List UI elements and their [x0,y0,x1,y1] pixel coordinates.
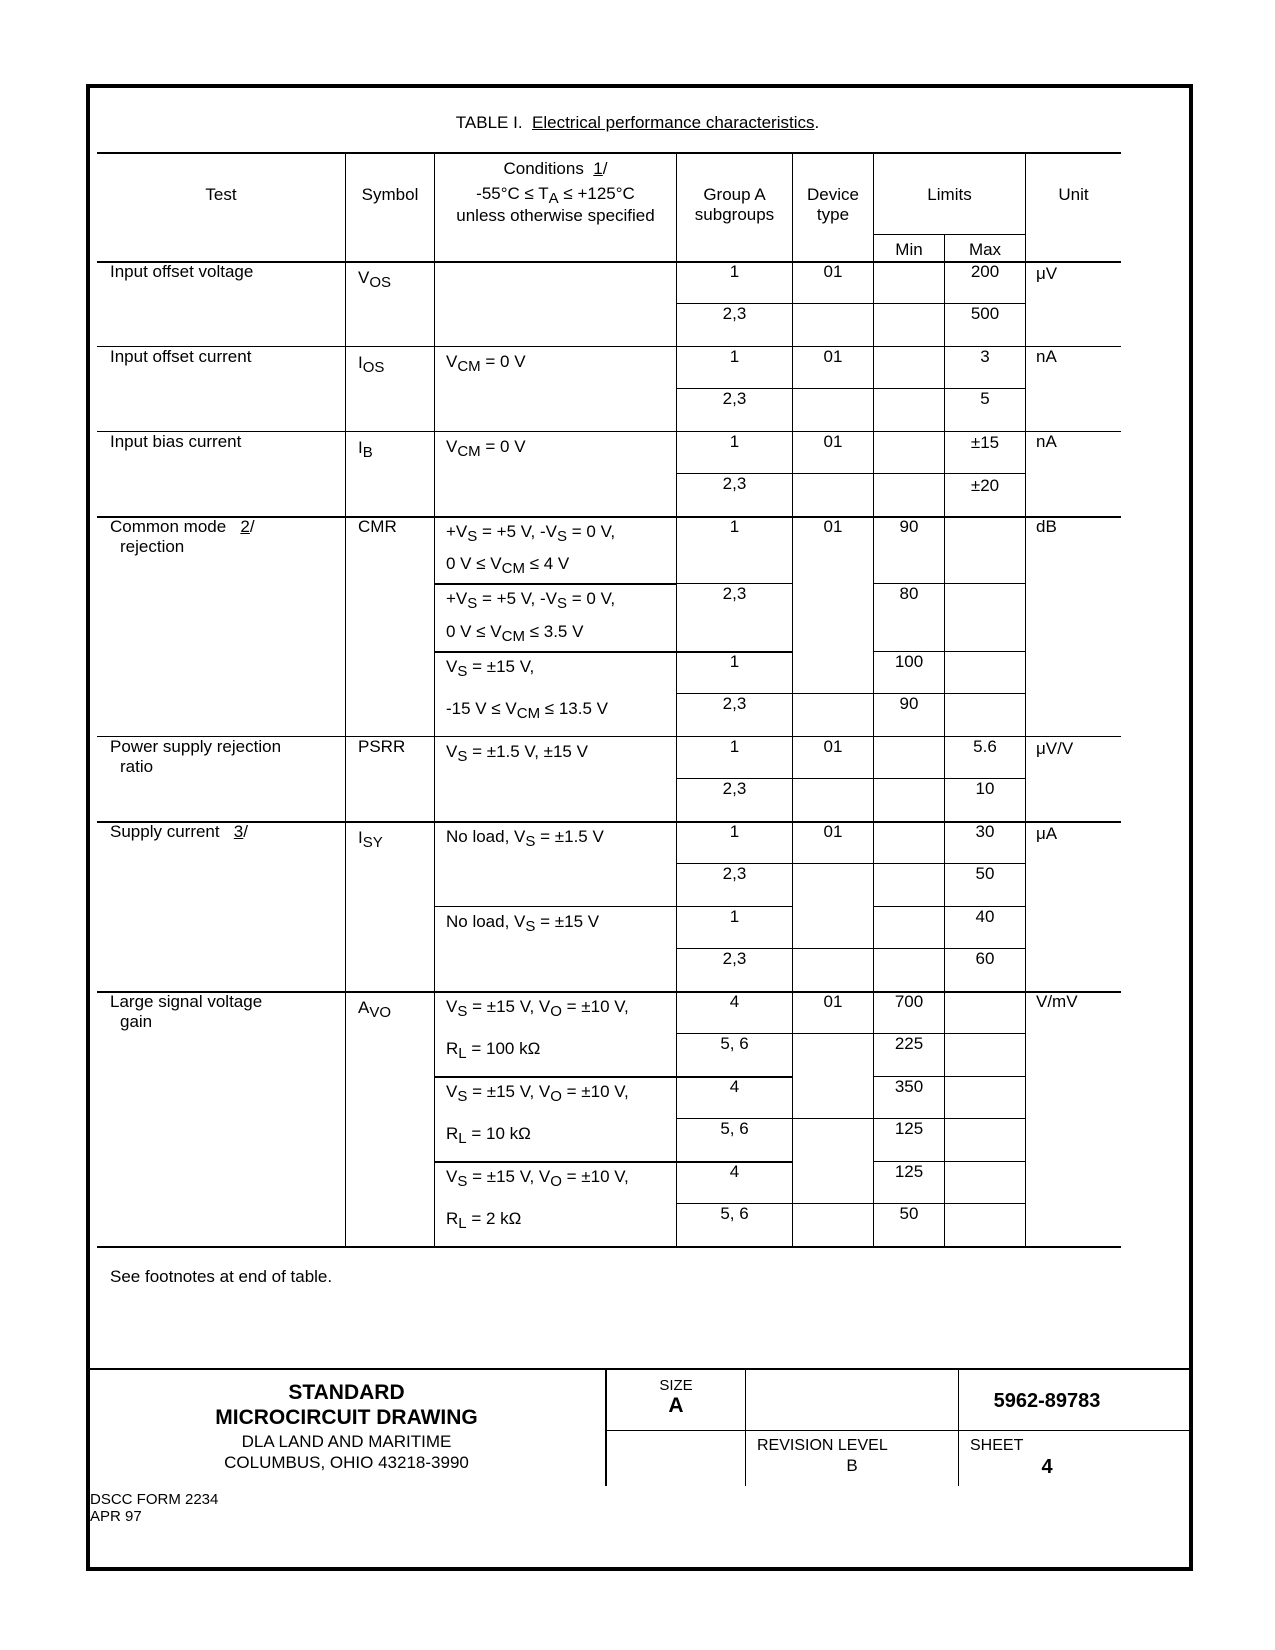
subgroup: 5, 6 [720,1034,749,1053]
max-value: ±20 [970,476,1000,495]
condition: 0 $V \le V_{CM} \le 3.5$ V [446,622,584,645]
subgroup: 1 [729,517,740,536]
header-type: type [816,205,850,224]
rule [97,152,1121,154]
condition: $V_S = \pm 15$ V, $V_O = \pm 10$ V, [446,1082,629,1105]
unit: μV/V [1036,739,1074,758]
max-value: 200 [970,262,1000,281]
condition: 0 $V \le V_{CM} \le 4$ V [446,554,570,577]
condition: -15 $V \le V_{CM} \le 13.5$ V [446,699,609,722]
test-name: Large signal voltage [110,992,263,1011]
test-name: Common mode 2/ [110,517,255,536]
symbol: $I_{SY}$ [358,828,383,851]
subgroup: 2,3 [722,779,747,798]
symbol: CMR [358,517,397,536]
device-type: 01 [823,517,843,536]
test-name: Input offset current [110,347,252,366]
subgroup: 2,3 [722,584,747,603]
size-label: SIZE [659,1377,693,1394]
max-value: 40 [975,907,995,926]
device-type: 01 [823,992,843,1011]
condition: $V_{CM} = 0$ V [446,352,526,375]
rule [97,1246,1121,1248]
test-name: Supply current 3/ [110,822,248,841]
min-value: 125 [894,1162,924,1181]
title-block-rule [86,1368,1193,1370]
header-group: Group A [703,185,766,204]
unit: μA [1036,824,1058,843]
unit: nA [1036,432,1057,451]
device-type: 01 [823,822,843,841]
subgroup: 4 [729,1162,740,1181]
unit: V/mV [1036,992,1078,1011]
subgroup: 1 [729,432,740,451]
condition: $R_L = 100$ kΩ [446,1039,541,1062]
unit: nA [1036,347,1057,366]
subgroup: 1 [729,822,740,841]
page-frame [86,84,1193,1571]
condition: $R_L = 2$ kΩ [446,1209,522,1232]
symbol: $I_{OS}$ [358,353,385,376]
rule [97,431,1121,432]
symbol: $I_B$ [358,438,373,461]
max-value: 10 [975,779,995,798]
size-value: A [668,1394,684,1417]
condition: $V_{CM} = 0$ V [446,437,526,460]
header-temp-range: $-55^\circ C \le T_A \le +125^\circ C$ [476,184,635,207]
min-value: 125 [894,1119,924,1138]
subgroup: 1 [729,737,740,756]
condition: $R_L = 10$ kΩ [446,1124,531,1147]
device-type: 01 [823,737,843,756]
unit: μV [1036,264,1058,283]
condition: $+V_S = +5$ V, $-V_S = 0$ V, [446,522,616,545]
subgroup: 1 [729,262,740,281]
subgroup: 5, 6 [720,1119,749,1138]
condition: $V_S = \pm 1.5$ V, ±15 V [446,742,588,765]
test-name: Power supply rejection [110,737,282,756]
sheet-number: 4 [1041,1456,1053,1478]
max-value: 5.6 [973,737,997,756]
subgroup: 4 [729,992,740,1011]
min-value: 225 [894,1034,924,1053]
header-min: Min [895,240,923,259]
max-value: 50 [975,864,995,883]
symbol: $A_{VO}$ [358,998,392,1021]
rule [874,234,1026,235]
symbol: $V_{OS}$ [358,268,392,291]
revision-value: B [846,1456,858,1475]
form-number: DSCC FORM 2234 [90,1491,219,1508]
subgroup: 2,3 [722,389,747,408]
drawing-title: MICROCIRCUIT DRAWING [215,1406,478,1429]
subgroup: 1 [729,347,740,366]
subgroup: 1 [729,907,740,926]
max-value: 5 [980,389,990,408]
max-value: 30 [975,822,995,841]
revision-label: REVISION LEVEL [757,1437,888,1454]
standard-title: STANDARD [288,1381,405,1404]
subgroup: 2,3 [722,949,747,968]
form-date: APR 97 [90,1508,142,1525]
header-cond-note: unless otherwise specified [456,206,655,225]
min-value: 350 [894,1077,924,1096]
header-device: Device [807,185,859,204]
test-name-cont: gain [120,1012,153,1031]
max-value: 60 [975,949,995,968]
drawing-number: 5962-89783 [993,1390,1101,1412]
subgroup: 2,3 [722,694,747,713]
min-value: 100 [894,652,924,671]
condition: No load, $V_S = \pm 15$ V [446,912,600,935]
unit: dB [1036,517,1057,536]
subgroup: 2,3 [722,474,747,493]
agency-address: COLUMBUS, OHIO 43218-3990 [224,1453,469,1472]
header-test: Test [205,185,237,204]
subgroup: 4 [729,1077,740,1096]
test-name: Input offset voltage [110,262,254,281]
condition: $V_S = \pm 15$ V, $V_O = \pm 10$ V, [446,997,629,1020]
subgroup: 1 [729,652,740,671]
condition: $V_S = \pm 15$ V, [446,657,535,680]
min-value: 90 [899,517,919,536]
min-value: 90 [899,694,919,713]
header-max: Max [968,240,1002,259]
min-value: 700 [894,992,924,1011]
sheet-label: SHEET [970,1437,1024,1454]
subgroup: 2,3 [722,864,747,883]
test-name-cont: rejection [120,537,185,556]
test-name-cont: ratio [120,757,154,776]
min-value: 80 [899,584,919,603]
condition: $V_S = \pm 15$ V, $V_O = \pm 10$ V, [446,1167,629,1190]
max-value: 3 [980,347,990,366]
subgroup: 2,3 [722,304,747,323]
condition: $+V_S = +5$ V, $-V_S = 0$ V, [446,589,616,612]
header-unit: Unit [1058,185,1089,204]
max-value: ±15 [970,433,1000,452]
footnote-reference: See footnotes at end of table. [110,1267,333,1286]
subgroup: 5, 6 [720,1204,749,1223]
device-type: 01 [823,262,843,281]
max-value: 500 [970,304,1000,323]
header-subgroups: subgroups [694,205,775,224]
symbol: PSRR [358,737,406,756]
table-title: TABLE I. Electrical performance characteristics. [455,113,820,132]
min-value: 50 [899,1204,919,1223]
device-type: 01 [823,347,843,366]
header-conditions: Conditions 1/ [503,159,608,178]
condition: No load, $V_S = \pm 1.5$ V [446,827,604,850]
agency-name: DLA LAND AND MARITIME [241,1432,452,1451]
device-type: 01 [823,432,843,451]
header-symbol: Symbol [361,185,419,204]
header-limits: Limits [927,185,972,204]
test-name: Input bias current [110,432,242,451]
